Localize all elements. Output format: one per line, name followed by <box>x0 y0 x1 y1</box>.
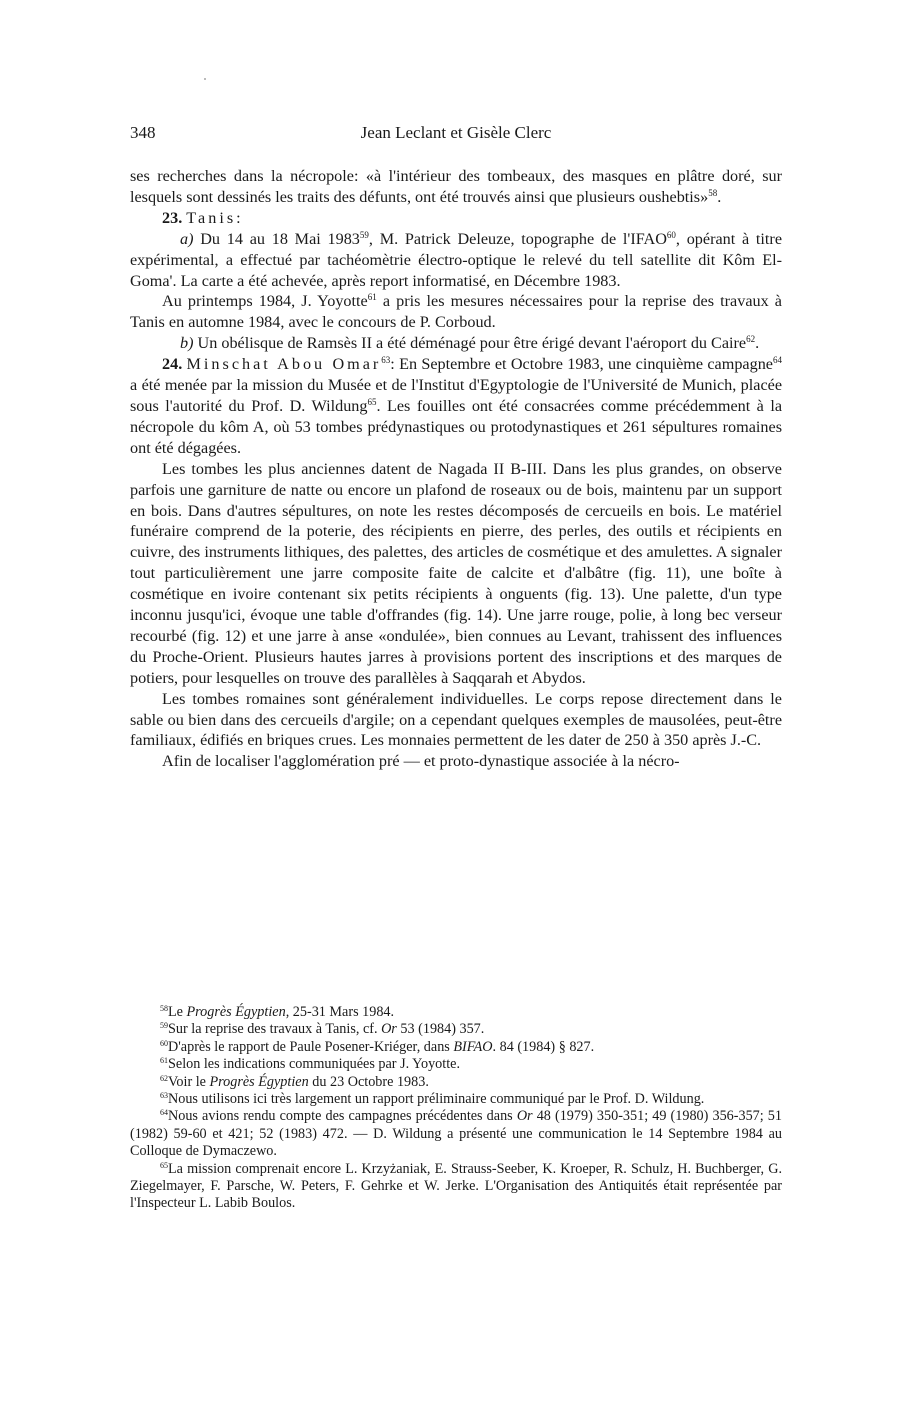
scan-speck <box>204 78 206 80</box>
footnote-ref: 65 <box>367 396 377 407</box>
footnote-ref: 59 <box>359 229 369 240</box>
paragraph-tombes-romaines: Les tombes romaines sont généralement individuelles. Le corps repose directement dans le sable ou bien dans des cercueils d'argile; on a cependant quelques exemples de mausolées, peut-être familiaux, édifiés en briques crues. Les monnaies permettent de les dater de 250 à 350 après J.-C. <box>130 689 782 750</box>
body-text <box>130 166 782 772</box>
section-heading-23: 23. Tanis: <box>162 208 244 227</box>
footnote: $^{62}$Voir le Progrès Égyptien du 23 Octobre 1983. <box>160 1073 429 1090</box>
footnote-ref: 61 <box>367 292 377 303</box>
footnotes <box>130 1004 782 1213</box>
footnote-ref: 64 <box>773 355 782 366</box>
footnote-ref: 60 <box>666 229 676 240</box>
paragraph-agglomeration: Afin de localiser l'agglomération pré — et proto-dynastique associée à la nécro- <box>162 752 680 771</box>
paragraph-23b: b) Un obélisque de Ramsès II a été déménagé pour être érigé devant l'aéroport du Caire$^{62}$. <box>180 334 760 353</box>
page-header <box>130 123 782 147</box>
section-24: 24. Minschat Abou Omar$^{63}$: En Septembre et Octobre 1983, une cinquième campagne$^{64}$ a été menée par la mission du Musée et de l'Institut d'Egyptologie de l'Université de Munich, placée sous l'autorité du Prof. D. Wildung$^{65}$. Les fouilles ont été consacrées comme précédemment à la nécropole du kôm A, où 53 tombes prédynastiques ou protodynastiques et 261 sépultures romaines ont été dégagées. <box>130 355 782 457</box>
footnote-ref: 58 <box>708 187 718 198</box>
paragraph-23a: a) Du 14 au 18 Mai 1983$^{59}$, M. Patrick Deleuze, topographe de l'IFAO$^{60}$, opérant à titre expérimental, a effectué par tachéomètrie électro-optique le relevé du tell satellite dit Kôm El-Goma'. La carte a été achevée, après report informatisé, en Décembre 1983. <box>130 229 783 290</box>
footnote: $^{60}$D'après le rapport de Paule Posener-Kriéger, dans BIFAO. 84 (1984) § 827. <box>160 1038 595 1055</box>
running-title: Jean Leclant et Gisèle Clerc <box>360 123 552 142</box>
paragraph-continuation: ses recherches dans la nécropole: «à l'intérieur des tombeaux, des masques en plâtre doré, sur lesquels sont dessinés les traits des défunts, ont été trouvés ainsi que plusieurs oushebtis»$^{58}$. <box>130 167 782 206</box>
footnote: $^{61}$Selon les indications communiquées par J. Yoyotte. <box>160 1056 460 1073</box>
footnote: $^{65}$La mission comprenait encore L. Krzyżaniak, E. Strauss-Seeber, K. Kroeper, R. Schulz, H. Buchberger, G. Ziegelmayer, F. Parsche, W. Peters, F. Gehrke et W. Jerke. L'Organisation des Antiquités était représentée par l'Inspecteur L. Labib Boulos. <box>130 1160 782 1212</box>
page-number: 348 <box>130 123 156 142</box>
footnote: $^{64}$Nous avions rendu compte des campagnes précédentes dans Or 48 (1979) 350-351; 49 (1980) 356-357; 51 (1982) 59-60 et 421; 52 (1983) 472. — D. Wildung a présenté une communication le 14 Septembre 1984 au Colloque de Dymaczewo. <box>130 1108 782 1160</box>
paragraph-tombes-anciennes: Les tombes les plus anciennes datent de Nagada II B-III. Dans les plus grandes, on observe parfois une garniture de natte ou encore un plafond de roseaux ou de bois, maintenu par un support en bois. Dans d'autres sépultures, on note les restes décomposés de cercueils en bois. Le matériel funéraire comprend de la poterie, des récipients en pierre, des perles, des outils et récipients en cuivre, des instruments lithiques, des palettes, des articles de cosmétique et des amulettes. A signaler tout particulièrement une jarre composite faite de calcite et d'albâtre (fig. 11), une boîte à cosmétique en ivoire contenant six petits récipients à onguents (fig. 13). Une palette, d'un type inconnu jusqu'ici, évoque une table d'offrandes (fig. 14). Une jarre rouge, polie, à long bec verseur recourbé (fig. 12) et une jarre à anse «ondulée», bien connues au Levant, trahissent des influences du Proche-Orient. Plusieurs hautes jarres à provisions portent des inscriptions et des marques de potiers, pour lesquelles on trouve des parallèles à Saqqarah et Abydos. <box>130 459 782 687</box>
paragraph-23-printemps: Au printemps 1984, J. Yoyotte$^{61}$ a pris les mesures nécessaires pour la reprise des travaux à Tanis en automne 1984, avec le concours de P. Corboud. <box>130 292 782 332</box>
footnote: $^{63}$Nous utilisons ici très largement un rapport préliminaire communiqué par le Prof. D. Wildung. <box>160 1091 705 1108</box>
footnote-ref: 63 <box>381 355 391 366</box>
footnote-ref: 62 <box>746 334 756 345</box>
footnote: $^{59}$Sur la reprise des travaux à Tanis, cf. Or 53 (1984) 357. <box>160 1021 485 1038</box>
footnote: $^{58}$Le Progrès Égyptien, 25-31 Mars 1984. <box>160 1004 395 1020</box>
